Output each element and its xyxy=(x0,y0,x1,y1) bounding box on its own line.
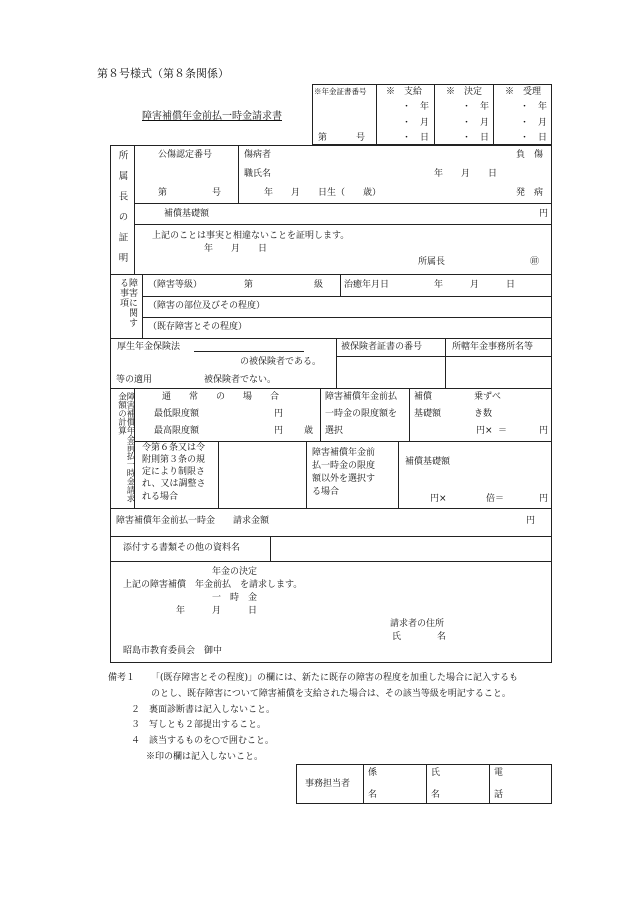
calc-equals: ＝ xyxy=(498,426,508,436)
base-label-1: 補償 xyxy=(414,392,433,402)
decl-date: 年 月 日 xyxy=(176,606,258,616)
disability-side-label: 障害に関する事項 xyxy=(118,278,137,328)
stamp-receive-label: ※ 受理 xyxy=(505,87,542,97)
cert-no-suffix: 号 xyxy=(212,188,222,198)
number-suffix: 号 xyxy=(356,133,366,143)
stamp-decide-label: ※ 決定 xyxy=(446,87,483,97)
normal-case-header: 通 常 の 場 合 xyxy=(162,392,280,402)
notes-title: 備考１ xyxy=(108,673,136,683)
alt-case-4: れ、又は調整さ xyxy=(142,479,206,489)
note-1a: 「(既存障害とその程度)」の欄には、新たに既存の障害の程度を加重した場合に記入するも xyxy=(151,673,519,683)
max-limit-label: 最高限度額 xyxy=(154,426,200,436)
limit-select-1: 障害補償年金前払 xyxy=(325,392,398,402)
note-5: ※印の欄は記入しないこと。 xyxy=(146,752,264,762)
multiplier-label-1: 乗ずべ xyxy=(474,392,501,402)
age-label: 歳 xyxy=(304,426,314,436)
staff-kakari-1: 係 xyxy=(368,768,378,778)
cure-date-label: 治癒年月日 xyxy=(344,280,390,290)
cert-side-label: 所属長の証明 xyxy=(116,150,128,273)
stamp-decide-day: ・ 日 xyxy=(462,133,490,143)
stamp-receive-year: ・ 年 xyxy=(520,102,548,112)
decl-line-top: 年金の決定 xyxy=(212,567,258,577)
other-case-4: る場合 xyxy=(312,487,340,497)
form-title: 障害補償年金前払一時金請求書 xyxy=(142,111,282,122)
note-2: ２ 裏面診断書は記入しないこと。 xyxy=(131,705,276,715)
part-degree-label: （障害の部位及びその程度） xyxy=(148,301,266,311)
other-base-amount: 補償基礎額 xyxy=(405,457,451,467)
alt-case-5: れる場合 xyxy=(142,492,179,502)
injury-date-label: 年 月 日 xyxy=(434,169,498,179)
cert-no-prefix: 第 xyxy=(158,188,168,198)
alt-case-3: 定により制限さ xyxy=(142,467,206,477)
stamp-decide-year: ・ 年 xyxy=(462,102,490,112)
base-amount-yen: 円 xyxy=(539,209,549,219)
insured-yes-text: の被保険者である。 xyxy=(240,357,322,367)
calc-yen-times: 円× xyxy=(476,426,493,436)
grade-suffix: 級 xyxy=(314,280,324,290)
other-yen-times: 円× xyxy=(430,494,447,504)
calc-result-yen: 円 xyxy=(539,426,549,436)
staff-tel-2: 話 xyxy=(494,790,504,800)
birth-date-label: 年 月 日生（ 歳） xyxy=(264,188,382,198)
certify-date: 年 月 日 xyxy=(204,244,268,254)
stamp-pay-label: ※ 支給 xyxy=(386,87,423,97)
illness-label: 発 病 xyxy=(516,188,544,198)
injury-label: 負 傷 xyxy=(516,150,544,160)
stamp-pay-month: ・ 月 xyxy=(402,118,430,128)
stamp-pay-day: ・ 日 xyxy=(402,133,430,143)
title-name-label: 職氏名 xyxy=(244,169,272,179)
max-limit-yen: 円 xyxy=(274,426,284,436)
other-result-yen: 円 xyxy=(539,494,549,504)
insured-cert-no-label: 被保険者証書の番号 xyxy=(341,342,423,352)
injury-number-label: 公傷認定番号 xyxy=(158,150,213,160)
cure-date-ymd: 年 月 日 xyxy=(434,280,516,290)
form-number: 第８号様式（第８条関係） xyxy=(97,67,229,80)
cert-number-label: ※年金証書番号 xyxy=(314,87,367,96)
limit-select-2: 一時金の限度額を xyxy=(325,409,398,419)
staff-name-2: 名 xyxy=(431,790,441,800)
limit-select-3: 選択 xyxy=(325,426,344,436)
alt-case-2: 附則第３条の規 xyxy=(142,455,206,465)
stamp-decide-month: ・ 月 xyxy=(462,118,490,128)
other-case-2: 払一時金の限度 xyxy=(312,461,376,471)
existing-disability-label: （既存障害とその程度） xyxy=(148,322,248,332)
staff-name-1: 氏 xyxy=(431,768,441,778)
head-label: 所属長 xyxy=(418,257,446,267)
grade-label: （障害等級） xyxy=(148,280,203,290)
other-case-1: 障害補償年金前 xyxy=(312,448,376,458)
stamp-receive-month: ・ 月 xyxy=(520,118,548,128)
calc-side-label: 障害補償年金前払一時金請求金額の計算 xyxy=(116,392,135,503)
apply-label: 等の適用 xyxy=(116,375,153,385)
pension-law-label: 厚生年金保険法 xyxy=(117,342,181,352)
base-amount-label: 補償基礎額 xyxy=(164,209,210,219)
min-limit-yen: 円 xyxy=(274,409,284,419)
multiplier-label-2: き数 xyxy=(474,409,493,419)
note-3: ３ 写しとも２部提出すること。 xyxy=(131,720,267,730)
stamp-pay-year: ・ 年 xyxy=(402,102,430,112)
other-times-yen: 倍＝ xyxy=(486,494,505,504)
alt-case-1: 令第６条又は令 xyxy=(142,443,206,453)
note-4: ４ 該当するものを○で囲むこと。 xyxy=(131,736,274,746)
seal-mark: ㊞ xyxy=(530,257,540,267)
stamp-receive-day: ・ 日 xyxy=(520,133,548,143)
note-1b: のとし、既存障害について障害補償を支給された場合は、その該当等級を明記すること。 xyxy=(151,689,511,699)
decl-line-main: 上記の障害補償 年金前払 を請求します。 xyxy=(123,580,303,590)
addressee: 昭島市教育委員会 御中 xyxy=(123,646,223,656)
claimant-name-label: 氏 名 xyxy=(392,632,447,642)
request-amount-label: 障害補償年金前払一時金 請求金額 xyxy=(116,516,270,526)
pension-office-label: 所轄年金事務所名等 xyxy=(452,342,534,352)
number-mark: 第 xyxy=(318,133,328,143)
other-case-3: 額以外を選択す xyxy=(312,474,376,484)
base-label-2: 基礎額 xyxy=(414,409,442,419)
request-amount-yen: 円 xyxy=(526,516,536,526)
attachments-label: 添付する書類その他の資料名 xyxy=(123,543,241,553)
claimant-address-label: 請求者の住所 xyxy=(390,619,445,629)
grade-prefix: 第 xyxy=(244,280,254,290)
staff-label: 事務担当者 xyxy=(305,779,351,789)
certify-text: 上記のことは事実と相違ないことを証明します。 xyxy=(152,231,350,241)
insured-no-text: 被保険者でない。 xyxy=(204,375,277,385)
min-limit-label: 最低限度額 xyxy=(154,409,200,419)
decl-line-bottom: 一 時 金 xyxy=(212,593,258,603)
staff-tel-1: 電 xyxy=(494,768,504,778)
injured-label: 傷病者 xyxy=(244,150,272,160)
staff-kakari-2: 名 xyxy=(368,790,378,800)
